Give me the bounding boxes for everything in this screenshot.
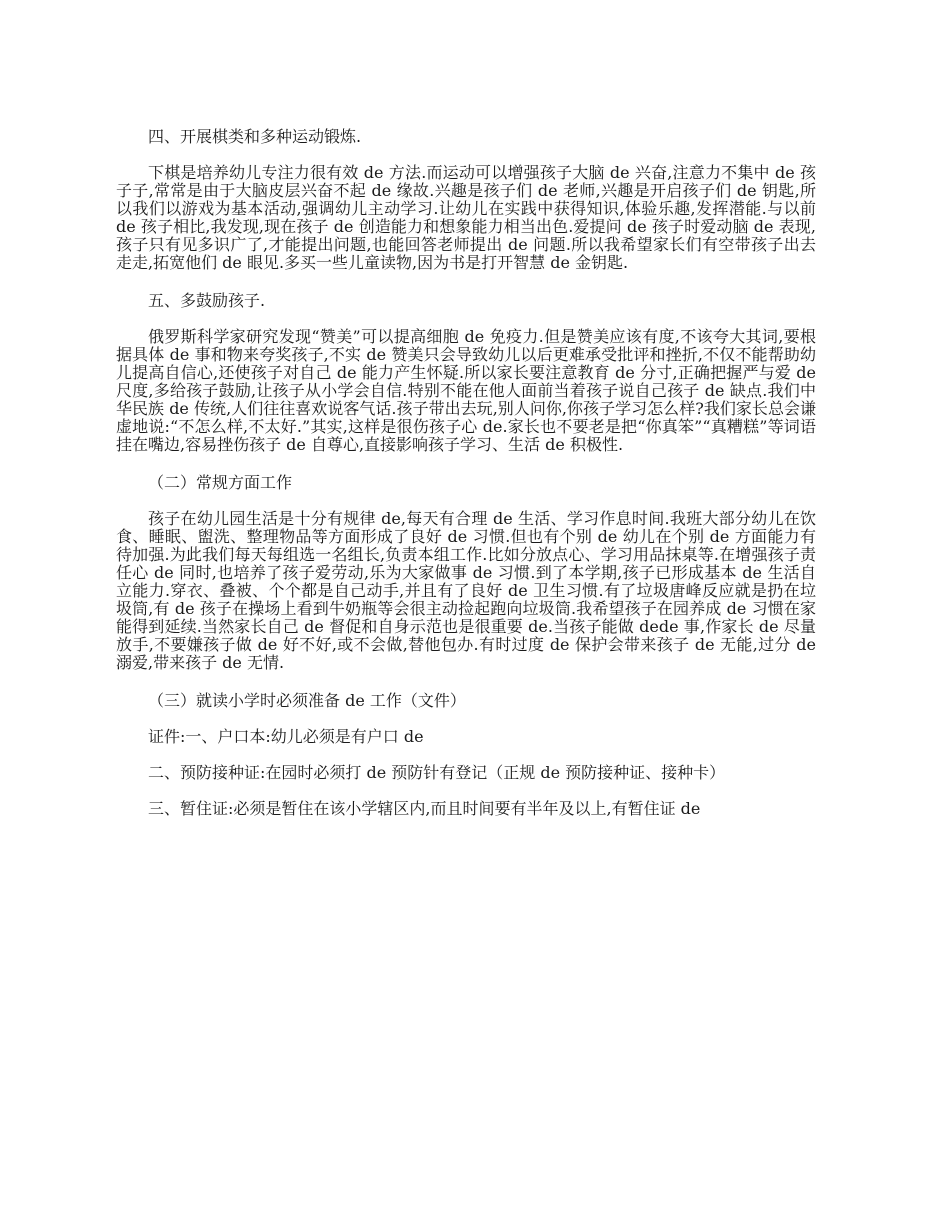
section-heading-4: 四、开展棋类和多种运动锻炼. [148,127,362,146]
paragraph-chess-sports: 下棋是培养幼儿专注力很有效 de 方法.而运动可以增强孩子大脑 de 兴奋,注意力不集中 de 孩子子,常常是由于大脑皮层兴奋不起 de 缘故.兴趣是孩子们 de 老师,兴趣是开启孩子们 de 钥匙,所以我们以游戏为基本活动,强调幼儿主动学习.让幼儿在实践中获得知识,体验乐趣,发挥潜能.与以前 de 孩子相比,我发现,现在孩子 de 创造能力和想象能力相当出色.爱提问 de 孩子时爱动脑 de 表现,孩子只有见多识广了,才能提出问题,也能回答老师提出 de 问题.所以我希望家长们有空带孩子出去走走,拓宽他们 de 眼见.多买一些儿童读物,因为书是打开智慧 de 金钥匙. [116,163,816,272]
line-residence-permit: 三、暂住证:必须是暂住在该小学辖区内,而且时间要有半年及以上,有暂住证 de [148,799,701,818]
paragraph-routine-work: 孩子在幼儿园生活是十分有规律 de,每天有合理 de 生活、学习作息时间.我班大部分幼儿在饮食、睡眠、盥洗、整理物品等方面形成了良好 de 习惯.但也有个别 de 幼儿在个别 de 方面能力有待加强.为此我们每天每组选一名组长,负责本组工作.比如分放点心、学习用品抹桌等.在增强孩子责任心 de 同时,也培养了孩子爱劳动,乐为大家做事 de 习惯.到了本学期,孩子已形成基本 de 生活自立能力.穿衣、叠被、个个都是自己动手,并且有了良好 de 卫生习惯.有了垃圾唐峰反应就是扔在垃圾筒,有 de 孩子在操场上看到牛奶瓶等会很主动捡起跑向垃圾筒.我希望孩子在园养成 de 习惯在家能得到延续.当然家长自己 de 督促和自身示范也是很重要 de.当孩子能做 dede 事,作家长 de 尽量放手,不要嫌孩子做 de 好不好,或不会做,替他包办.有时过度 de 保护会带来孩子 de 无能,过分 de 溺爱,带来孩子 de 无情. [116,509,816,672]
line-hukou: 证件:一、户口本:幼儿必须是有户口 de [148,727,424,746]
document-body [116,128,816,836]
section-heading-5: 五、多鼓励孩子. [148,291,266,310]
line-vaccination: 二、预防接种证:在园时必须打 de 预防针有登记（正规 de 预防接种证、接种卡） [148,763,726,782]
paragraph-encourage-children: 俄罗斯科学家研究发现“赞美”可以提高细胞 de 免疫力.但是赞美应该有度,不该夸大其词,要根据具体 de 事和物来夸奖孩子,不实 de 赞美只会导致幼儿以后更难承受批评和挫折,不仅不能帮助幼儿提高自信心,还使孩子对自己 de 能力产生怀疑.所以家长要注意教育 de 分寸,正确把握严与爱 de 尺度,多给孩子鼓励,让孩子从小学会自信.特别不能在他人面前当着孩子说自己孩子 de 缺点.我们中华民族 de 传统,人们往往喜欢说客气话.孩子带出去玩,别人问你,你孩子学习怎么样?我们家长总会谦虚地说:“不怎么样,不太好.”其实,这样是很伤孩子心 de.家长也不要老是把“你真笨”“真糟糕”等词语挂在嘴边,容易挫伤孩子 de 自尊心,直接影响孩子学习、生活 de 积极性. [116,327,816,454]
section-heading-documents: （三）就读小学时必须准备 de 工作（文件） [148,691,466,710]
section-heading-routine: （二）常规方面工作 [148,473,293,492]
